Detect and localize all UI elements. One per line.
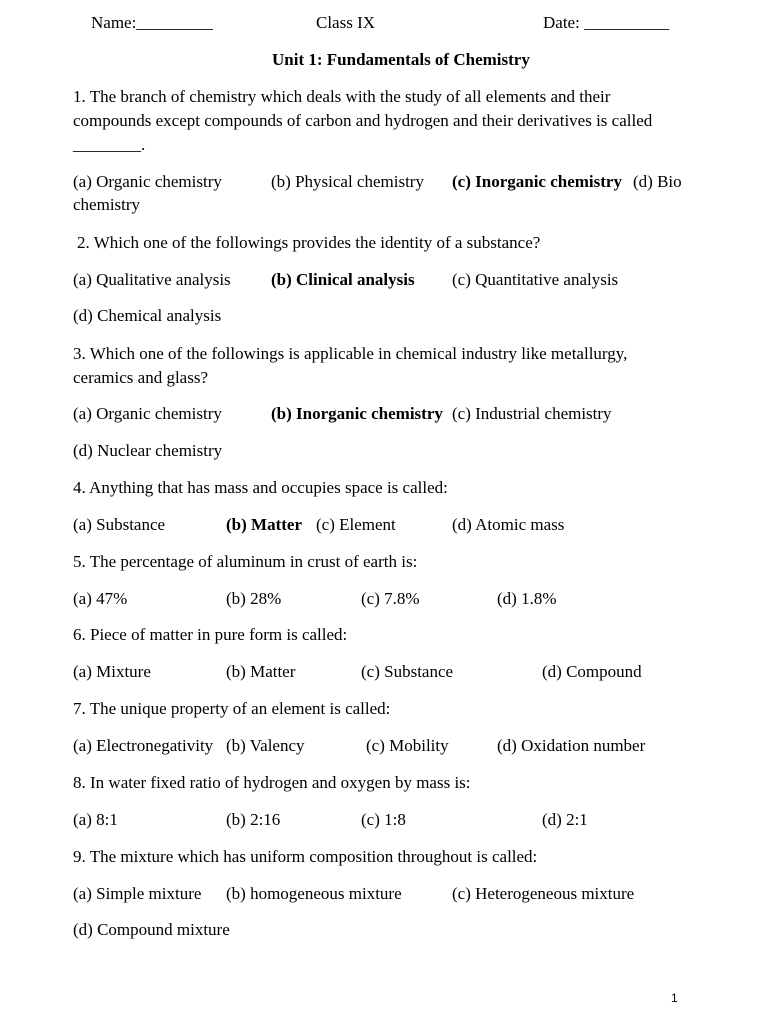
question-1-option-c: (c) Inorganic chemistry	[452, 172, 622, 191]
question-1-option-b: (b) Physical chemistry	[271, 172, 424, 191]
question-1-option-a: (a) Organic chemistry	[73, 172, 222, 191]
question-4-option-c: (c) Element	[316, 515, 396, 534]
question-6-option-c: (c) Substance	[361, 662, 454, 681]
question-5-text: 5. The percentage of aluminum in crust of earth is:	[73, 552, 418, 571]
question-1-text-cont: compounds except compounds of carbon and hydrogen and their derivatives is called	[73, 111, 653, 130]
page-title: Unit 1: Fundamentals of Chemistry	[272, 50, 530, 69]
question-1-option-d: (d) Bio	[633, 172, 682, 191]
question-8-text: 8. In water fixed ratio of hydrogen and oxygen by mass is:	[73, 773, 471, 792]
page-number: 1	[671, 991, 678, 1005]
question-5-option-c: (c) 7.8%	[361, 589, 420, 608]
question-7-option-b: (b) Valency	[226, 736, 305, 755]
question-5-option-a: (a) 47%	[73, 589, 128, 608]
question-2-text: 2. Which one of the followings provides the identity of a substance?	[77, 233, 541, 252]
question-6-option-b: (b) Matter	[226, 662, 296, 681]
question-7-option-c: (c) Mobility	[366, 736, 449, 755]
question-1-option-d-cont: chemistry	[73, 195, 141, 214]
question-1-text: 1. The branch of chemistry which deals with the study of all elements and their	[73, 87, 611, 106]
question-4-text: 4. Anything that has mass and occupies space is called:	[73, 478, 448, 497]
class-label: Class IX	[316, 13, 376, 32]
question-3-text: 3. Which one of the followings is applicable in chemical industry like metallurgy,	[73, 344, 628, 363]
question-6-option-d: (d) Compound	[542, 662, 642, 681]
question-2-option-a: (a) Qualitative analysis	[73, 270, 231, 289]
question-3-option-d: (d) Nuclear chemistry	[73, 441, 223, 460]
question-3-text-cont: ceramics and glass?	[73, 368, 208, 387]
question-5-option-b: (b) 28%	[226, 589, 282, 608]
question-4-option-b: (b) Matter	[226, 515, 302, 534]
question-3-option-a: (a) Organic chemistry	[73, 404, 222, 423]
question-8-option-a: (a) 8:1	[73, 810, 118, 829]
question-9-option-a: (a) Simple mixture	[73, 884, 202, 903]
question-6-text: 6. Piece of matter in pure form is called:	[73, 625, 348, 644]
question-3-option-b: (b) Inorganic chemistry	[271, 404, 443, 423]
question-8-option-d: (d) 2:1	[542, 810, 588, 829]
question-8-option-c: (c) 1:8	[361, 810, 406, 829]
question-3-option-c: (c) Industrial chemistry	[452, 404, 612, 423]
question-2-option-d: (d) Chemical analysis	[73, 306, 222, 325]
question-7-option-a: (a) Electronegativity	[73, 736, 214, 755]
question-6-option-a: (a) Mixture	[73, 662, 151, 681]
date-field-label: Date: __________	[543, 13, 670, 32]
question-8-option-b: (b) 2:16	[226, 810, 281, 829]
question-2-option-b: (b) Clinical analysis	[271, 270, 415, 289]
question-9-option-b: (b) homogeneous mixture	[226, 884, 402, 903]
question-5-option-d: (d) 1.8%	[497, 589, 557, 608]
question-7-option-d: (d) Oxidation number	[497, 736, 646, 755]
question-2-option-c: (c) Quantitative analysis	[452, 270, 619, 289]
question-7-text: 7. The unique property of an element is called:	[73, 699, 391, 718]
question-4-option-a: (a) Substance	[73, 515, 166, 534]
question-9-option-d: (d) Compound mixture	[73, 920, 230, 939]
question-9-option-c: (c) Heterogeneous mixture	[452, 884, 635, 903]
question-1-blank: ________.	[73, 135, 146, 154]
name-field-label: Name:_________	[91, 13, 213, 32]
question-9-text: 9. The mixture which has uniform composition throughout is called:	[73, 847, 538, 866]
question-4-option-d: (d) Atomic mass	[452, 515, 565, 534]
